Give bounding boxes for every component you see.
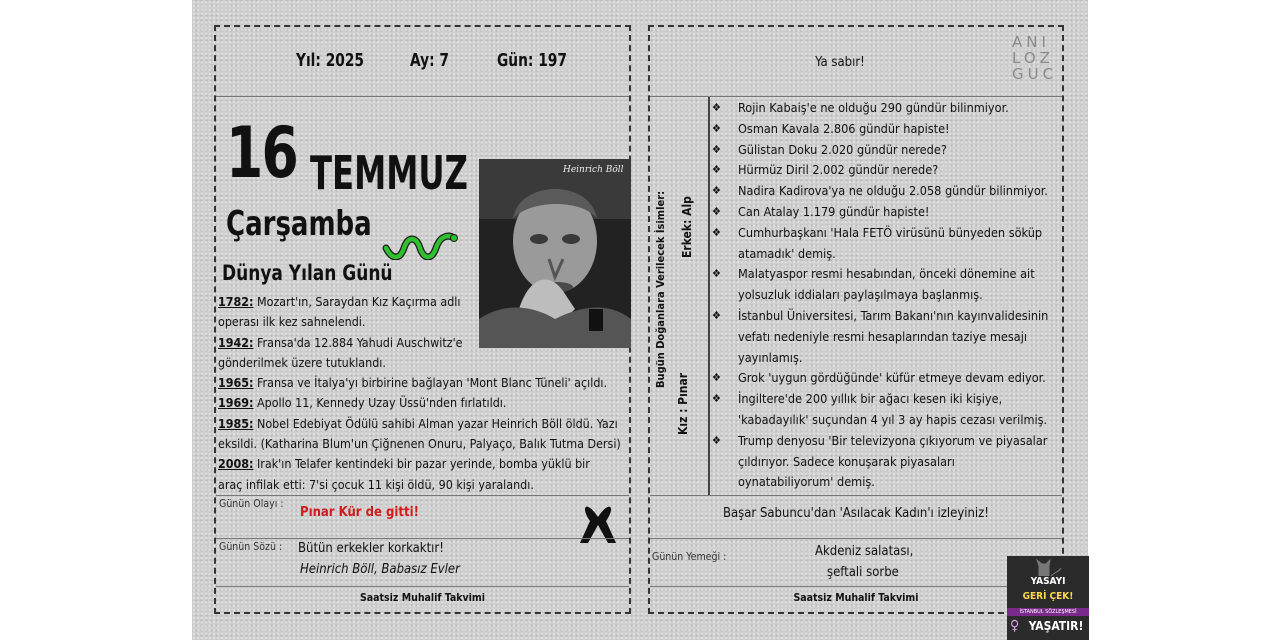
soz-label: Günün Sözü :: [219, 541, 283, 553]
news-item: ❖ Malatyaspor resmi hesabından, önceki dönemine ait yolsuzluk iddiaları paylaşılmaya başlanmış.: [712, 264, 1062, 306]
day-number: 16: [226, 112, 298, 194]
right-footer: Saatsiz Muhalif Takvimi: [793, 592, 919, 604]
diamond-bullet-icon: ❖: [712, 184, 721, 198]
right-header-divider: [650, 96, 1062, 97]
diamond-bullet-icon: ❖: [712, 163, 721, 177]
soz-text: Bütün erkekler korkaktır!: [298, 541, 444, 556]
news-item: ❖ Trump denyosu 'Bir televizyona çıkıyorum ve piyasalar çıldırıyor. Sadece konuşarak piyasaları oynatabiliyorum' demiş.: [712, 431, 1062, 493]
girl-name: Kız : Pınar: [676, 372, 690, 435]
yemek-label: Günün Yemeği :: [652, 551, 727, 563]
diamond-bullet-icon: ❖: [712, 308, 721, 322]
news-item: ❖ İngiltere'de 200 yıllık bir ağacı kesen iki kişiye, 'kabadayılık' suçundan 4 yıl 3 ay hapis cezası verilmiş.: [712, 389, 1062, 431]
diamond-bullet-icon: ❖: [712, 371, 721, 385]
recommend-divider-top: [650, 495, 1062, 496]
event-line: eksildi. (Katharina Blum'un Çiğnenen Onuru, Palyaço, Balık Tutma Dersi): [218, 436, 621, 452]
names-title: Bugün Doğanlara Verilecek İsimler:: [654, 190, 667, 388]
recommend-divider-bottom: [650, 538, 1062, 539]
cat-silhouette-icon: [1033, 558, 1063, 576]
weekday-name: Çarşamba: [226, 204, 372, 244]
badge-line-4: YAŞATIR!: [1028, 619, 1084, 633]
event-line: 2008: Irak'ın Telafer kentindeki bir pazar yerinde, bomba yüklü bir: [218, 456, 590, 472]
news-item: ❖ Cumhurbaşkanı 'Hala FETÖ virüsünü bünyeden söküp atamadık' demiş.: [712, 223, 1062, 265]
event-line: 1782: Mozart'ın, Saraydan Kız Kaçırma adlı: [218, 294, 461, 309]
news-item: ❖ Gülistan Doku 2.020 gündür nerede?: [712, 140, 1062, 161]
day-of-year-label: Gün: 197: [497, 50, 567, 71]
diamond-bullet-icon: ❖: [712, 267, 721, 281]
left-footer-divider: [216, 586, 629, 587]
film-recommendation: Başar Sabuncu'dan 'Asılacak Kadın'ı izleyiniz!: [722, 506, 989, 521]
diamond-bullet-icon: ❖: [712, 142, 721, 156]
diamond-bullet-icon: ❖: [712, 392, 721, 406]
snake-icon: [382, 218, 460, 260]
historical-events-list: [218, 292, 636, 495]
soz-divider: [216, 538, 629, 539]
right-footer-divider: [650, 586, 1062, 587]
badge-line-2: GERİ ÇEK!: [1022, 591, 1074, 602]
badge-line-1: YASAYI: [1030, 576, 1066, 587]
news-list: [712, 98, 1062, 493]
news-item: ❖ Can Atalay 1.179 gündür hapiste!: [712, 202, 1062, 223]
news-item: ❖ Grok 'uygun gördüğünde' küfür etmeye devam ediyor.: [712, 368, 1062, 389]
header-divider: [216, 96, 629, 97]
diamond-bullet-icon: ❖: [712, 121, 721, 135]
venus-icon: ♀: [1010, 618, 1020, 634]
motto-text: Ya sabır!: [815, 55, 865, 70]
month-number-label: Ay: 7: [410, 50, 449, 71]
names-divider: [708, 97, 710, 495]
event-line: 1969: Apollo 11, Kennedy Uzay Üssü'nden fırlatıldı.: [218, 395, 507, 411]
news-item: ❖ Osman Kavala 2.806 gündür hapiste!: [712, 119, 1062, 140]
special-day-name: Dünya Yılan Günü: [222, 261, 393, 285]
campaign-badge: [1007, 556, 1089, 640]
news-item: ❖ İstanbul Üniversitesi, Tarım Bakanı'nın kayınvalidesinin vefatı nedeniyle resmi hesaplarından taziye mesajı yayınlamış.: [712, 306, 1062, 368]
diamond-bullet-icon: ❖: [712, 101, 721, 114]
photo-caption: Heinrich Böll: [563, 165, 624, 175]
event-line: operası ilk kez sahnelendi.: [218, 314, 366, 330]
event-line: 1942: Fransa'da 12.884 Yahudi Auschwitz'e: [218, 334, 463, 350]
diamond-bullet-icon: ❖: [712, 204, 721, 218]
year-label: Yıl: 2025: [296, 50, 364, 71]
event-line: 1965: Fransa ve İtalya'yı birbirine bağlayan 'Mont Blanc Tüneli' açıldı.: [218, 375, 608, 391]
month-name: TEMMUZ: [310, 146, 468, 200]
soz-author: Heinrich Böll, Babasız Evler: [300, 562, 460, 577]
badge-line-3: İSTANBUL SÖZLEŞMESİ: [1007, 608, 1089, 616]
event-line: araç infilak etti: 7'si çocuk 11 kişi öldü, 90 kişi yaralandı.: [218, 476, 534, 492]
diamond-bullet-icon: ❖: [712, 433, 721, 447]
diamond-bullet-icon: ❖: [712, 225, 721, 239]
olay-text: Pınar Kür de gitti!: [300, 505, 419, 520]
olay-label: Günün Olayı :: [219, 498, 284, 510]
news-item: ❖ Hürmüz Diril 2.002 gündür nerede?: [712, 160, 1062, 181]
boy-name: Erkek: Alp: [680, 196, 694, 258]
aniloz-logo: ANI LOZ GUC: [1012, 33, 1058, 83]
event-line: 1985: Nobel Edebiyat Ödülü sahibi Alman yazar Heinrich Böll öldü. Yazı: [218, 415, 618, 431]
news-item: ❖ Rojin Kabaiş'e ne olduğu 290 gündür bilinmiyor.: [712, 98, 1062, 119]
left-footer: Saatsiz Muhalif Takvimi: [359, 592, 485, 604]
event-line: gönderilmek üzere tutuklandı.: [218, 354, 386, 370]
news-item: ❖ Nadira Kadirova'ya ne olduğu 2.058 gündür bilinmiyor.: [712, 181, 1062, 202]
yemek-line-1: Akdeniz salatası,: [815, 544, 914, 559]
olay-divider: [216, 495, 629, 496]
yemek-line-2: şeftali sorbe: [827, 565, 899, 580]
